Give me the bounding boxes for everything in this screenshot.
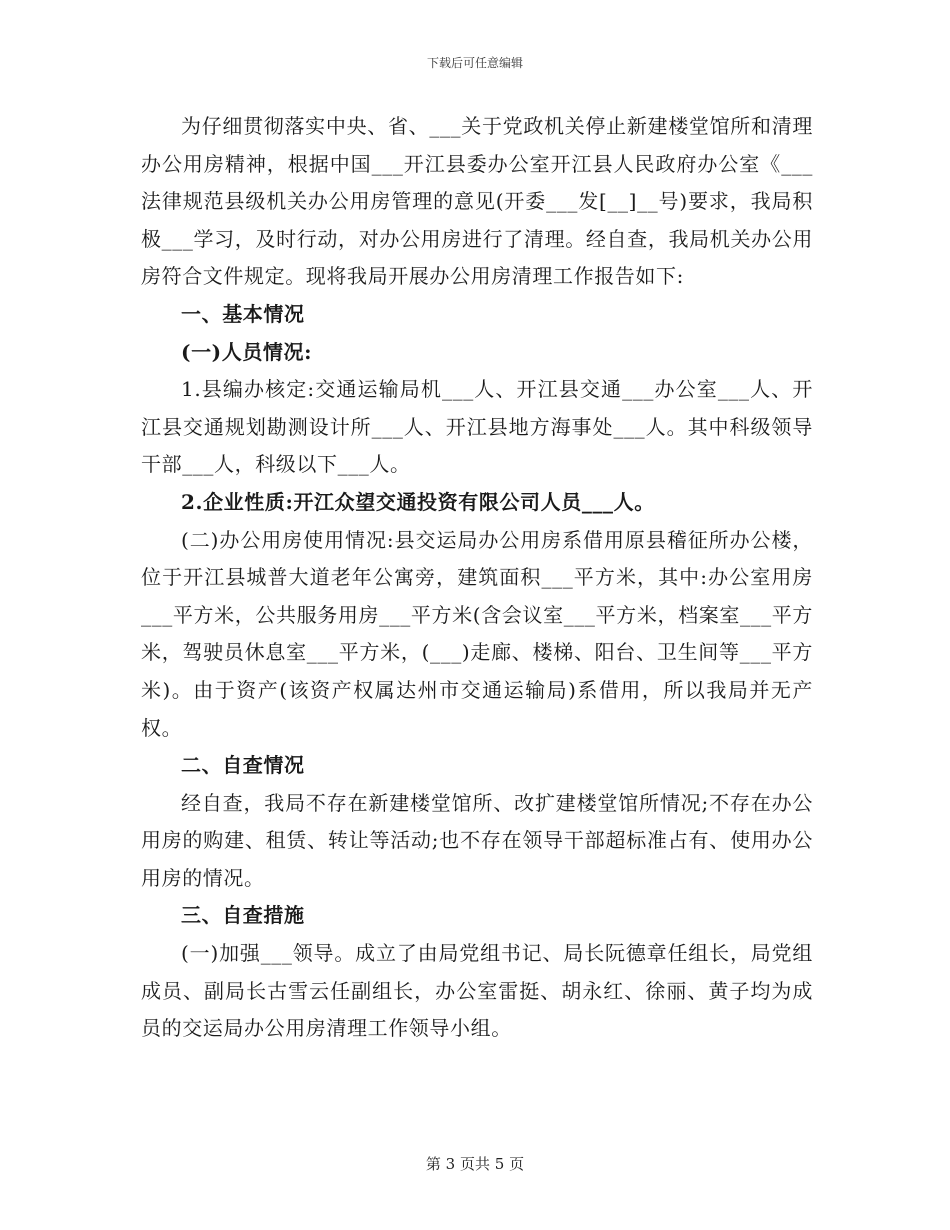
staff-paragraph-2: 2.企业性质:开江众望交通投资有限公司人员___人。 [181, 489, 655, 514]
page-header-note: 下载后可任意编辑 [426, 56, 523, 70]
self-check-paragraph: 经自查，我局不存在新建楼堂馆所、改扩建楼堂馆所情况;不存在办公用房的购建、租赁、转让等活动;也不存在领导干部超标准占有、使用办公用房的情况。 [141, 790, 813, 890]
measures-paragraph-1: (一)加强___领导。成立了由局党组书记、局长阮德章任组长，局党组成员、副局长古雪云任副组长，办公室雷挺、胡永红、徐丽、黄子均为成员的交运局办公用房清理工作领导小组。 [141, 941, 813, 1041]
intro-paragraph: 为仔细贯彻落实中央、省、___关于党政机关停止新建楼堂馆所和清理办公用房精神，根据中国___开江县委办公室开江县人民政府办公室《___法律规范县级机关办公用房管理的意见(开委___发[__]__号)要求，我局积极___学习，及时行动，对办公用房进行了清理。经自查，我局机关办公用房符合文件规定。现将我局开展办公用房清理工作报告如下: [141, 114, 813, 289]
page-number-footer: 第 3 页共 5 页 [425, 1155, 525, 1173]
section-heading-measures: 三、自查措施 [181, 903, 305, 928]
section-heading-basic-situation: 一、基本情况 [181, 301, 305, 326]
subheading-staff-situation: (一)人员情况: [181, 339, 313, 364]
office-use-paragraph: (二)办公用房使用情况:县交运局办公用房系借用原县稽征所办公楼，位于开江县城普大道老年公寓旁，建筑面积___平方米，其中:办公室用房___平方米，公共服务用房___平方米(含会议室___平方米，档案室___平方米，驾驶员休息室___平方米，(___)走廊、楼梯、阳台、卫生间等___平方米)。由于资产(该资产权属达州市交通运输局)系借用，所以我局并无产权。 [141, 527, 813, 740]
section-heading-self-check: 二、自查情况 [181, 753, 305, 778]
document-body [141, 108, 813, 1048]
staff-paragraph-1: 1.县编办核定:交通运输局机___人、开江县交通___办公室___人、开江县交通规划勘测设计所___人、开江县地方海事处___人。其中科级领导干部___人，科级以下___人。 [141, 377, 813, 477]
